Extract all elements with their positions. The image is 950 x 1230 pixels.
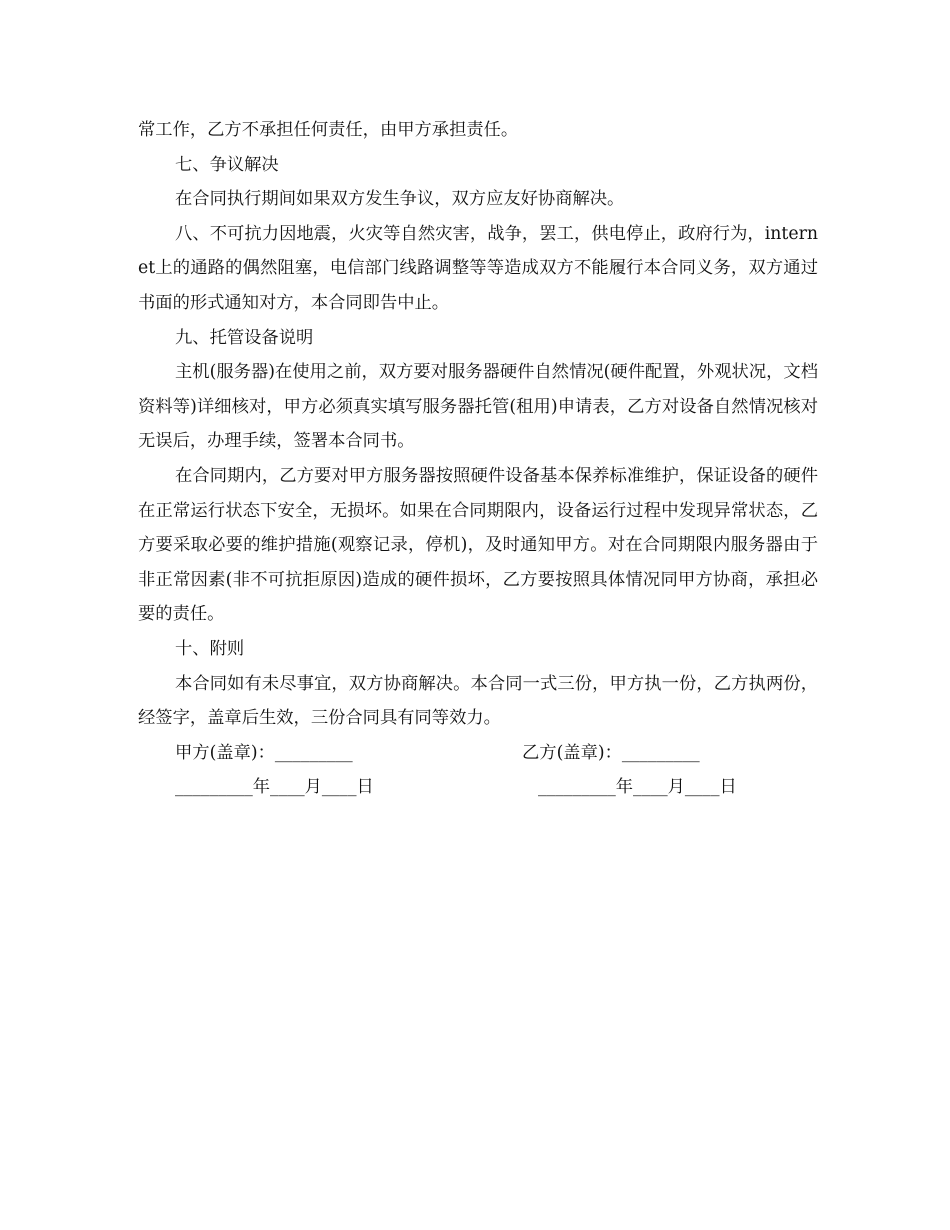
paragraph-supplementary: 本合同如有未尽事宜，双方协商解决。本合同一式三份，甲方执一份，乙方执两份，经签字，盖章后生效，三份合同具有同等效力。 [138,673,818,729]
party-b-date: _________年____月____日 [538,777,737,798]
paragraph-continued-liability: 常工作，乙方不承担任何责任，由甲方承担责任。 [138,120,519,140]
party-a-date: _________年____月____日 [175,777,374,798]
paragraph-equipment-check: 主机(服务器)在使用之前，双方要对服务器硬件自然情况(硬件配置，外观状况，文档资料等)详细核对，甲方必须真实填写服务器托管(租用)申请表，乙方对设备自然情况核对无误后，办理手续，签署本合同书。 [138,362,818,452]
date-row [138,770,818,805]
party-b-seal-label: 乙方(盖章)：_________ [522,742,700,763]
paragraph-force-majeure: 八、不可抗力因地震，火灾等自然灾害，战争，罢工，供电停止，政府行为，internet上的通路的偶然阻塞，电信部门线路调整等等造成双方不能履行本合同义务，双方通过书面的形式通知对方，本合同即告中止。 [138,223,818,313]
paragraph-equipment-maintenance: 在合同期内，乙方要对甲方服务器按照硬件设备基本保养标准维护，保证设备的硬件在正常运行状态下安全，无损坏。如果在合同期限内，设备运行过程中发现异常状态，乙方要采取必要的维护措施(观察记录，停机)，及时通知甲方。对在合同期限内服务器由于非正常因素(非不可抗拒原因)造成的硬件损坏，乙方要按照具体情况同甲方协商，承担必要的责任。 [138,465,818,625]
section-heading-dispute: 七、争议解决 [175,154,279,175]
section-heading-equipment: 九、托管设备说明 [175,327,314,348]
contract-page [138,113,818,805]
party-a-seal-label: 甲方(盖章)：_________ [175,742,353,763]
section-heading-supplementary: 十、附则 [175,638,245,659]
paragraph-dispute: 在合同执行期间如果双方发生争议，双方应友好协商解决。 [175,189,625,210]
signature-row [138,736,818,771]
